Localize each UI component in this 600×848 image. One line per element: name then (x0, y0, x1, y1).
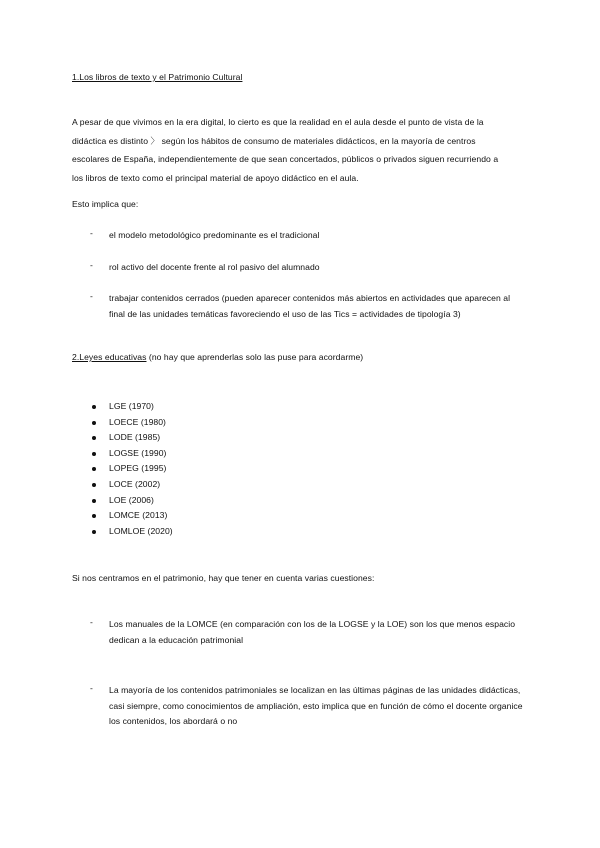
section1-heading: 1.Los libros de texto y el Patrimonio Cultural (72, 72, 243, 82)
dash-marker: - (90, 228, 93, 238)
dash-marker: - (90, 291, 93, 301)
law-text: LGE (1970) (109, 401, 154, 411)
section1-intro (72, 113, 528, 187)
intro-line: didáctica es distinto 〉 según los hábitos de consumo de materiales didácticos, en la mayoría de centros (72, 135, 476, 146)
section1-lead: Esto implica que: (72, 199, 139, 209)
section2-heading-line (72, 352, 363, 362)
law-text: LOCE (2002) (109, 478, 161, 489)
bullet-dot (92, 467, 96, 471)
intro-line: A pesar de que vivimos en la era digital, lo cierto es que la realidad en el aula desde el punto de vista de la (72, 117, 484, 127)
bullet-dot (92, 405, 96, 409)
dash-marker: - (90, 683, 93, 693)
bullet-dot (92, 452, 96, 456)
list-item-text: La mayoría de los contenidos patrimoniales se localizan en las últimas páginas de las unidades didácticas, casi siempre, como conocimientos de ampliación, esto implica que en función de cómo el docente organice los contenidos, los abordará o no (109, 685, 523, 726)
law-text: LOMCE (2013) (109, 510, 168, 521)
bullet-dot (92, 514, 96, 518)
law-text: LOPEG (1995) (109, 463, 167, 474)
dash-marker: - (90, 260, 93, 270)
law-text: LOMLOE (2020) (109, 525, 173, 536)
list-item-text: rol activo del docente frente al rol pasivo del alumnado (109, 262, 320, 272)
bullet-dot (92, 421, 96, 425)
bullet-dot (92, 436, 96, 440)
bullet-dot (92, 483, 96, 487)
bullet-dot (92, 499, 96, 503)
intro-line: escolares de España, independientemente de que sean concertados, públicos o privados siguen recurriendo a (72, 154, 499, 164)
list-item-text: el modelo metodológico predominante es el tradicional (109, 230, 320, 240)
section2-note: (no hay que aprenderlas solo las puse para acordarme) (146, 352, 364, 362)
dash-marker: - (90, 617, 93, 627)
intro-line: los libros de texto como el principal material de apoyo didáctico en el aula. (72, 172, 359, 183)
law-text: LOE (2006) (109, 494, 154, 505)
section2-heading: 2.Leyes educativas (72, 352, 147, 362)
law-text: LOGSE (1990) (109, 447, 167, 458)
patrimonio-lead: Si nos centramos en el patrimonio, hay que tener en cuenta varias cuestiones: (72, 573, 375, 583)
bullet-dot (92, 530, 96, 534)
list-item-text: Los manuales de la LOMCE (en comparación con los de la LOGSE y la LOE) son los que menos espacio dedican a la educación patrimonial (109, 619, 516, 645)
law-text: LOECE (1980) (109, 416, 166, 427)
list-item-text: trabajar contenidos cerrados (pueden aparecer contenidos más abiertos en actividades que aparecen al final de las unidades temáticas favoreciendo el uso de las Tics = actividades de tipología 3) (109, 293, 511, 319)
law-text: LODE (1985) (109, 432, 161, 443)
